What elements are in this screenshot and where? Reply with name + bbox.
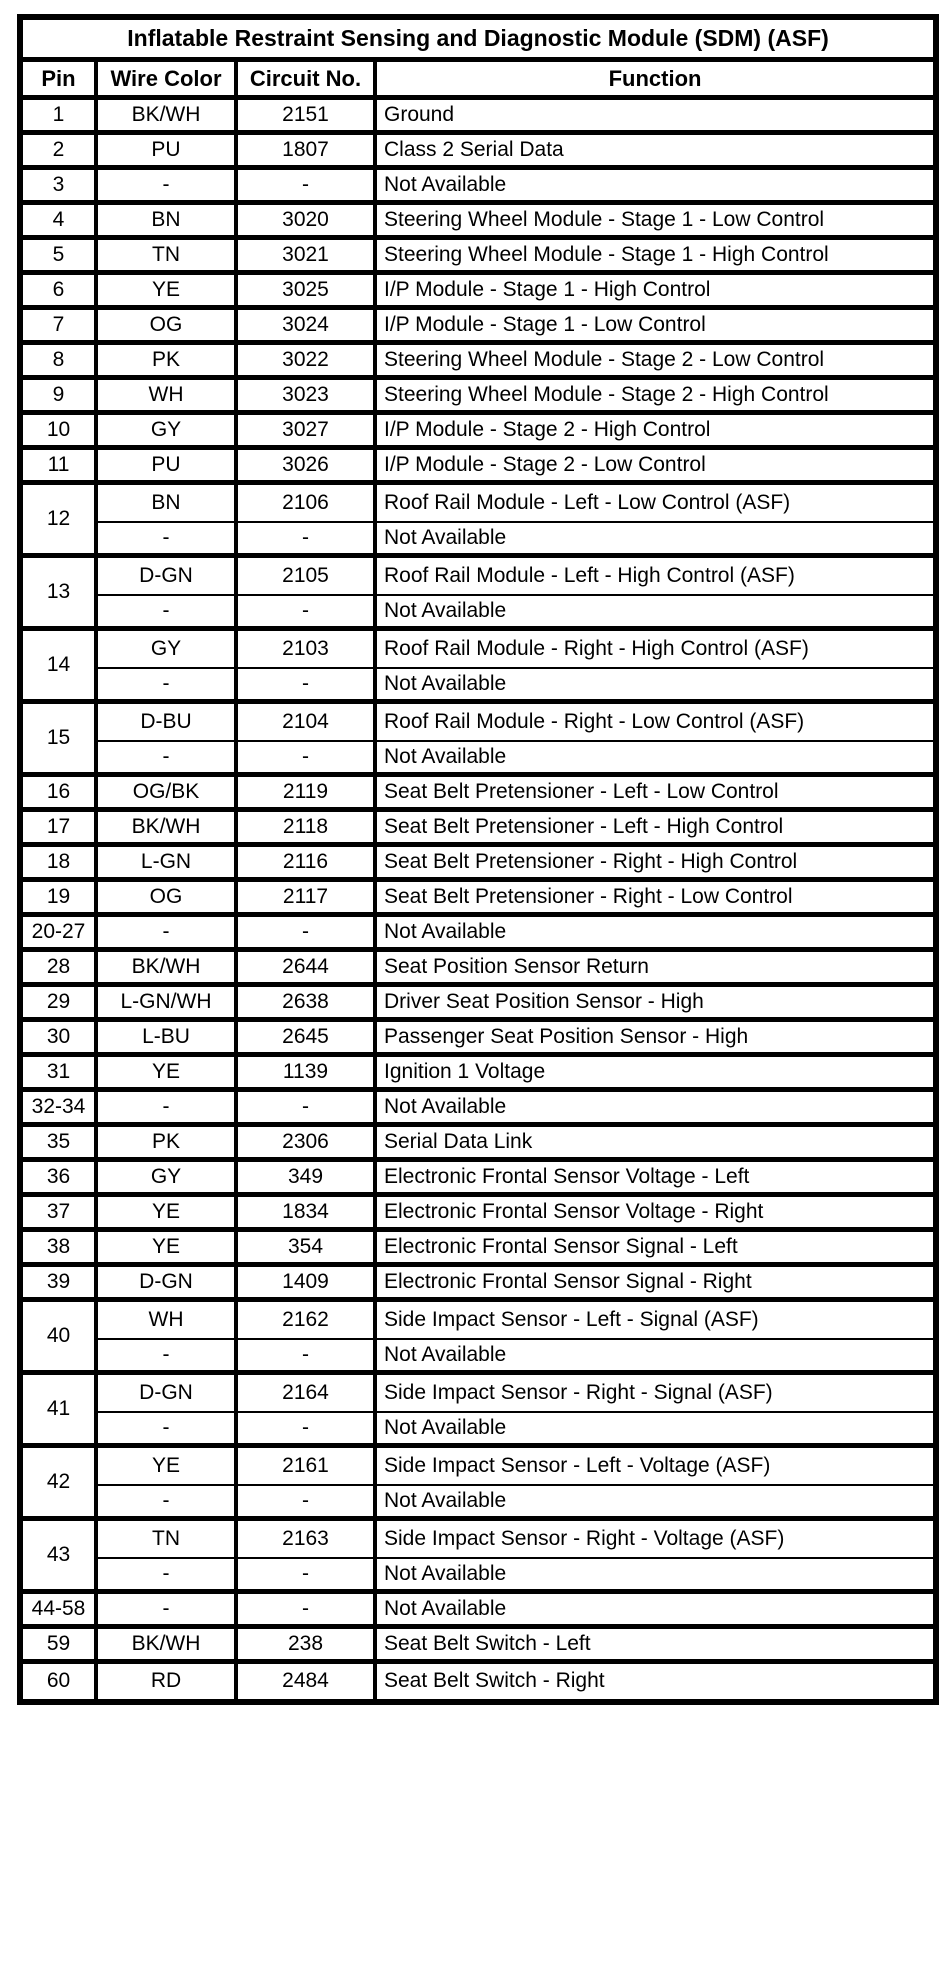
table-row (23, 275, 933, 310)
table-row (23, 812, 933, 847)
function-cell: Not Available (377, 1092, 933, 1127)
table-title: Inflatable Restraint Sensing and Diagnostic Module (SDM) (ASF) (23, 20, 933, 62)
wire-color-cell: - (98, 1559, 238, 1594)
function-cell: Ignition 1 Voltage (377, 1057, 933, 1092)
function-cell: Electronic Frontal Sensor Voltage - Left (377, 1162, 933, 1197)
pin-cell: 29 (23, 987, 98, 1022)
wire-color-cell: YE (98, 1057, 238, 1092)
wire-color-cell: GY (98, 631, 238, 669)
function-cell: Steering Wheel Module - Stage 1 - Low Control (377, 205, 933, 240)
wire-color-cell: D-GN (98, 1375, 238, 1413)
circuit-no-cell: 2484 (238, 1664, 377, 1699)
pin-cell: 37 (23, 1197, 98, 1232)
circuit-no-cell: - (238, 1092, 377, 1127)
wire-color-cell: TN (98, 1521, 238, 1559)
table-row (23, 170, 933, 205)
table-row (23, 847, 933, 882)
table-row (23, 1559, 933, 1594)
wire-color-cell: GY (98, 1162, 238, 1197)
circuit-no-cell: 1409 (238, 1267, 377, 1302)
pin-cell: 18 (23, 847, 98, 882)
pin-cell: 30 (23, 1022, 98, 1057)
table-row (23, 1022, 933, 1057)
function-cell: Seat Position Sensor Return (377, 952, 933, 987)
function-cell: Driver Seat Position Sensor - High (377, 987, 933, 1022)
table-row (23, 485, 933, 523)
circuit-no-cell: 1807 (238, 135, 377, 170)
wire-color-cell: L-BU (98, 1022, 238, 1057)
wire-color-cell: - (98, 1092, 238, 1127)
function-cell: Passenger Seat Position Sensor - High (377, 1022, 933, 1057)
circuit-no-cell: 2645 (238, 1022, 377, 1057)
table-row (23, 135, 933, 170)
wire-color-cell: PU (98, 450, 238, 485)
wire-color-cell: - (98, 1594, 238, 1629)
wire-color-cell: YE (98, 1197, 238, 1232)
pin-cell: 8 (23, 345, 98, 380)
circuit-no-cell: - (238, 1413, 377, 1448)
wire-color-cell: D-BU (98, 704, 238, 742)
wire-color-cell: WH (98, 380, 238, 415)
table-row (23, 1375, 933, 1413)
pin-cell: 32-34 (23, 1092, 98, 1127)
wire-color-cell: OG/BK (98, 777, 238, 812)
function-cell: Roof Rail Module - Left - Low Control (ASF) (377, 485, 933, 523)
wire-color-cell: - (98, 1340, 238, 1375)
function-cell: I/P Module - Stage 2 - Low Control (377, 450, 933, 485)
table-row (23, 669, 933, 704)
function-cell: Side Impact Sensor - Right - Voltage (ASF) (377, 1521, 933, 1559)
table-row (23, 631, 933, 669)
function-cell: Steering Wheel Module - Stage 2 - High Control (377, 380, 933, 415)
function-cell: Not Available (377, 596, 933, 631)
table-row (23, 1197, 933, 1232)
table-row (23, 1232, 933, 1267)
wire-color-cell: OG (98, 310, 238, 345)
circuit-no-cell: 349 (238, 1162, 377, 1197)
wire-color-cell: BN (98, 485, 238, 523)
wire-color-cell: TN (98, 240, 238, 275)
function-cell: Not Available (377, 742, 933, 777)
circuit-no-cell: 3021 (238, 240, 377, 275)
function-cell: Electronic Frontal Sensor Signal - Right (377, 1267, 933, 1302)
function-cell: Steering Wheel Module - Stage 1 - High Control (377, 240, 933, 275)
pin-cell: 4 (23, 205, 98, 240)
table-row (23, 882, 933, 917)
wire-color-cell: BK/WH (98, 812, 238, 847)
function-cell: Not Available (377, 1594, 933, 1629)
function-cell: Class 2 Serial Data (377, 135, 933, 170)
function-cell: Not Available (377, 170, 933, 205)
function-cell: Seat Belt Switch - Left (377, 1629, 933, 1664)
circuit-no-cell: 2306 (238, 1127, 377, 1162)
wire-color-cell: WH (98, 1302, 238, 1340)
pin-cell: 59 (23, 1629, 98, 1664)
table-row (23, 1092, 933, 1127)
pin-cell: 1 (23, 100, 98, 135)
table-row (23, 1664, 933, 1699)
pin-cell: 7 (23, 310, 98, 345)
pin-cell: 44-58 (23, 1594, 98, 1629)
circuit-no-cell: 2164 (238, 1375, 377, 1413)
function-cell: Not Available (377, 1486, 933, 1521)
column-header-circuit-no: Circuit No. (238, 62, 377, 100)
table-row (23, 952, 933, 987)
wire-color-cell: PU (98, 135, 238, 170)
circuit-no-cell: - (238, 170, 377, 205)
column-header-wire-color: Wire Color (98, 62, 238, 100)
pin-cell: 10 (23, 415, 98, 450)
wire-color-cell: PK (98, 1127, 238, 1162)
wire-color-cell: YE (98, 1448, 238, 1486)
circuit-no-cell: 2104 (238, 704, 377, 742)
function-cell: Not Available (377, 1559, 933, 1594)
table-row (23, 1521, 933, 1559)
function-cell: Seat Belt Pretensioner - Right - Low Control (377, 882, 933, 917)
circuit-no-cell: 238 (238, 1629, 377, 1664)
pin-cell: 17 (23, 812, 98, 847)
circuit-no-cell: 2117 (238, 882, 377, 917)
circuit-no-cell: 1139 (238, 1057, 377, 1092)
circuit-no-cell: 2162 (238, 1302, 377, 1340)
circuit-no-cell: - (238, 1559, 377, 1594)
wire-color-cell: L-GN/WH (98, 987, 238, 1022)
circuit-no-cell: 3024 (238, 310, 377, 345)
circuit-no-cell: 2118 (238, 812, 377, 847)
pin-cell: 3 (23, 170, 98, 205)
header-row (23, 62, 933, 100)
table-row (23, 1629, 933, 1664)
wire-color-cell: OG (98, 882, 238, 917)
pin-cell: 13 (23, 558, 98, 631)
function-cell: Seat Belt Pretensioner - Left - High Control (377, 812, 933, 847)
pin-cell: 2 (23, 135, 98, 170)
table-row (23, 777, 933, 812)
pin-cell: 5 (23, 240, 98, 275)
circuit-no-cell: 3020 (238, 205, 377, 240)
circuit-no-cell: 2638 (238, 987, 377, 1022)
function-cell: Side Impact Sensor - Left - Signal (ASF) (377, 1302, 933, 1340)
table-row (23, 1486, 933, 1521)
pin-cell: 36 (23, 1162, 98, 1197)
function-cell: I/P Module - Stage 1 - High Control (377, 275, 933, 310)
pin-cell: 11 (23, 450, 98, 485)
table-row (23, 345, 933, 380)
table-row (23, 596, 933, 631)
table-row (23, 987, 933, 1022)
table-row (23, 558, 933, 596)
wire-color-cell: BK/WH (98, 952, 238, 987)
title-row (23, 20, 933, 62)
table-row (23, 1413, 933, 1448)
table-row (23, 742, 933, 777)
function-cell: Not Available (377, 669, 933, 704)
function-cell: Roof Rail Module - Left - High Control (ASF) (377, 558, 933, 596)
table-row (23, 1302, 933, 1340)
function-cell: Side Impact Sensor - Left - Voltage (ASF) (377, 1448, 933, 1486)
wire-color-cell: - (98, 523, 238, 558)
pin-cell: 39 (23, 1267, 98, 1302)
circuit-no-cell: 3022 (238, 345, 377, 380)
table-row (23, 240, 933, 275)
table-row (23, 1127, 933, 1162)
table-row (23, 1267, 933, 1302)
table-row (23, 310, 933, 345)
pin-cell: 16 (23, 777, 98, 812)
wire-color-cell: BK/WH (98, 100, 238, 135)
table-row (23, 1594, 933, 1629)
circuit-no-cell: 3027 (238, 415, 377, 450)
function-cell: Serial Data Link (377, 1127, 933, 1162)
circuit-no-cell: 1834 (238, 1197, 377, 1232)
wire-color-cell: - (98, 1413, 238, 1448)
circuit-no-cell: 2163 (238, 1521, 377, 1559)
table-row (23, 1340, 933, 1375)
circuit-no-cell: 354 (238, 1232, 377, 1267)
pin-cell: 31 (23, 1057, 98, 1092)
pin-cell: 40 (23, 1302, 98, 1375)
circuit-no-cell: 3023 (238, 380, 377, 415)
wire-color-cell: - (98, 1486, 238, 1521)
wire-color-cell: GY (98, 415, 238, 450)
function-cell: Not Available (377, 523, 933, 558)
wire-color-cell: - (98, 742, 238, 777)
pin-cell: 43 (23, 1521, 98, 1594)
circuit-no-cell: - (238, 596, 377, 631)
circuit-no-cell: - (238, 1486, 377, 1521)
pin-cell: 38 (23, 1232, 98, 1267)
wire-color-cell: - (98, 170, 238, 205)
circuit-no-cell: 2106 (238, 485, 377, 523)
function-cell: Seat Belt Pretensioner - Right - High Control (377, 847, 933, 882)
column-header-pin: Pin (23, 62, 98, 100)
function-cell: Seat Belt Switch - Right (384, 1669, 605, 1693)
function-cell: Seat Belt Pretensioner - Left - Low Control (377, 777, 933, 812)
function-cell: Not Available (377, 1413, 933, 1448)
pin-cell: 41 (23, 1375, 98, 1448)
function-cell: Side Impact Sensor - Right - Signal (ASF) (377, 1375, 933, 1413)
table-row (23, 100, 933, 135)
function-cell: Not Available (377, 917, 933, 952)
pin-cell: 35 (23, 1127, 98, 1162)
pin-cell: 14 (23, 631, 98, 704)
table-row (23, 205, 933, 240)
pin-cell: 19 (23, 882, 98, 917)
circuit-no-cell: - (238, 669, 377, 704)
circuit-no-cell: 2644 (238, 952, 377, 987)
pin-cell: 60 (23, 1664, 98, 1699)
table-row (23, 523, 933, 558)
wire-color-cell: YE (98, 275, 238, 310)
function-cell: Roof Rail Module - Right - High Control (ASF) (377, 631, 933, 669)
circuit-no-cell: 3026 (238, 450, 377, 485)
wire-color-cell: YE (98, 1232, 238, 1267)
pin-cell: 28 (23, 952, 98, 987)
function-cell: Electronic Frontal Sensor Signal - Left (377, 1232, 933, 1267)
table-row (23, 450, 933, 485)
wire-color-cell: L-GN (98, 847, 238, 882)
table-row (23, 704, 933, 742)
circuit-no-cell: - (238, 742, 377, 777)
circuit-no-cell: 3025 (238, 275, 377, 310)
wire-color-cell: BK/WH (98, 1629, 238, 1664)
wire-color-cell: BN (98, 205, 238, 240)
table-body (23, 100, 933, 1699)
circuit-no-cell: 2151 (238, 100, 377, 135)
wire-color-cell: - (98, 596, 238, 631)
table-row (23, 1162, 933, 1197)
wire-color-cell: - (98, 669, 238, 704)
circuit-no-cell: - (238, 523, 377, 558)
pin-cell: 42 (23, 1448, 98, 1521)
wire-color-cell: - (98, 917, 238, 952)
function-cell: I/P Module - Stage 2 - High Control (377, 415, 933, 450)
wire-color-cell: D-GN (98, 1267, 238, 1302)
circuit-no-cell: 2116 (238, 847, 377, 882)
pin-cell: 20-27 (23, 917, 98, 952)
pin-cell: 6 (23, 275, 98, 310)
function-cell: Roof Rail Module - Right - Low Control (ASF) (377, 704, 933, 742)
table-row (23, 380, 933, 415)
function-cell: Not Available (377, 1340, 933, 1375)
function-cell: I/P Module - Stage 1 - Low Control (377, 310, 933, 345)
pin-cell: 9 (23, 380, 98, 415)
table-row (23, 1448, 933, 1486)
circuit-no-cell: - (238, 1594, 377, 1629)
sdm-pinout-table (17, 14, 939, 1705)
wire-color-cell: RD (98, 1664, 238, 1699)
function-cell: Electronic Frontal Sensor Voltage - Right (377, 1197, 933, 1232)
circuit-no-cell: 2105 (238, 558, 377, 596)
table-row (23, 917, 933, 952)
column-header-function: Function (377, 62, 933, 100)
circuit-no-cell: - (238, 917, 377, 952)
wire-color-cell: PK (98, 345, 238, 380)
table-row (23, 415, 933, 450)
pin-cell: 12 (23, 485, 98, 558)
circuit-no-cell: 2119 (238, 777, 377, 812)
wire-color-cell: D-GN (98, 558, 238, 596)
pin-cell: 15 (23, 704, 98, 777)
table-row (23, 1057, 933, 1092)
circuit-no-cell: 2103 (238, 631, 377, 669)
function-cell: Ground (377, 100, 933, 135)
circuit-no-cell: - (238, 1340, 377, 1375)
function-cell: Steering Wheel Module - Stage 2 - Low Control (377, 345, 933, 380)
circuit-no-cell: 2161 (238, 1448, 377, 1486)
